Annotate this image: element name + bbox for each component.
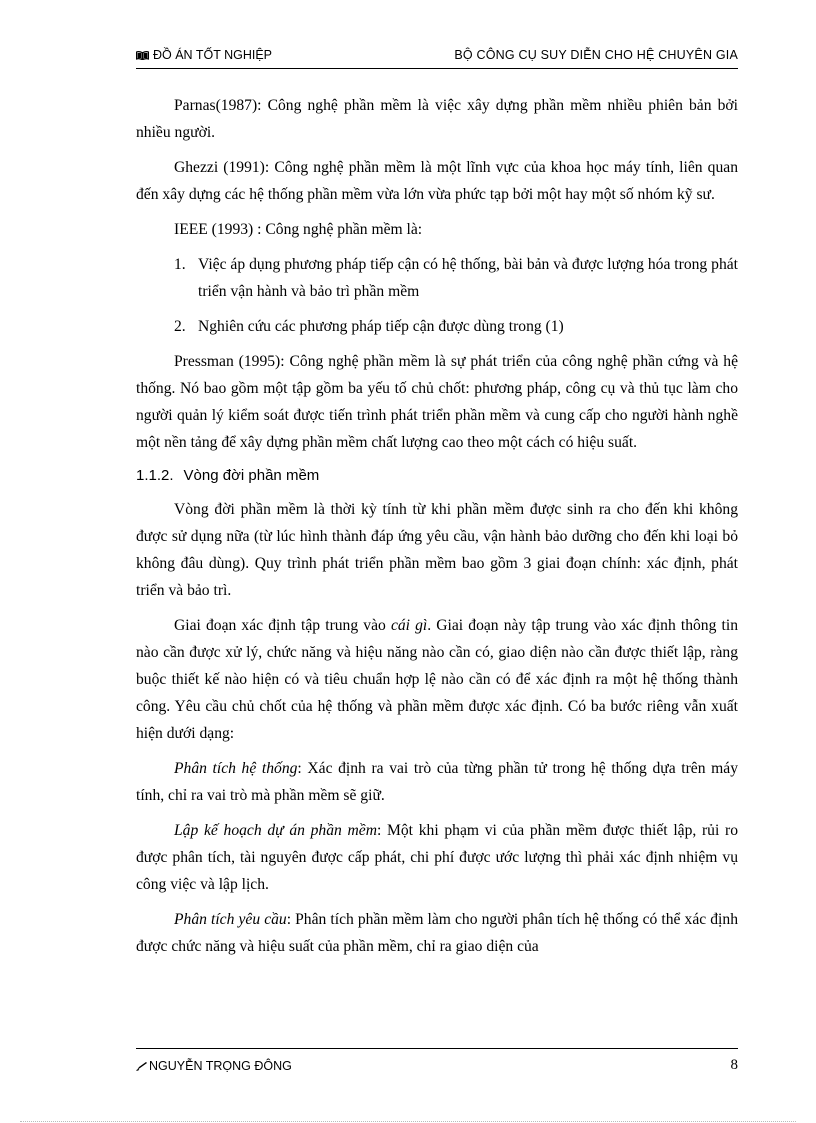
list-item-1 [136,251,738,305]
emphasis-text: cái gì [390,617,428,634]
section-heading [136,464,738,488]
text-run: : Một khi phạm vi của phần mềm được thiết lập, rủi ro được phân tích, tài nguyên được cấp phát, chi phí được ước lượng thì phải xác định nhiệm vụ công việc và lập lịch. [136,822,738,893]
paragraph-parnas: Parnas(1987): Công nghệ phần mềm là việc xây dựng phần mềm nhiều phiên bản bởi nhiều người. [136,97,738,141]
page-footer [136,1048,738,1077]
text-run: : Xác định ra vai trò của từng phần tử trong hệ thống dựa trên máy tính, chỉ ra vai trò mà phần mềm sẽ giữ. [136,760,738,804]
emphasis-term: Phân tích yêu cầu [174,911,287,928]
list-text-2: Nghiên cứu các phương pháp tiếp cận được dùng trong (1) [198,318,564,335]
paragraph-ghezzi: Ghezzi (1991): Công nghệ phần mềm là một lĩnh vực của khoa học máy tính, liên quan đến xây dựng các hệ thống phần mềm vừa lớn vừa phức tạp bởi một hay một số nhóm kỹ sư. [136,159,738,203]
page-number: 8 [730,1057,738,1073]
paragraph-lifecycle: Vòng đời phần mềm là thời kỳ tính từ khi phần mềm được sinh ra cho đến khi không được sử dụng nữa (từ lúc hình thành đáp ứng yêu cầu, vận hành bảo dưỡng cho đến khi loại bỏ không đâu dùng). Quy trình phát triển phần mềm bao gồm 3 giai đoạn chính: xác định, phát triển và bảo trì. [136,501,738,599]
paragraph-project-planning [136,817,738,898]
paragraph-system-analysis [136,755,738,809]
emphasis-term: Phân tích hệ thống [174,760,298,777]
paragraph-requirements-analysis [136,906,738,960]
section-number: 1.1.2. [136,467,174,484]
page-edge-divider [20,1121,796,1122]
header-right-text: BỘ CÔNG CỤ SUY DIỄN CHO HỆ CHUYÊN GIA [454,48,738,62]
page-content [136,92,738,968]
text-run: : Phân tích phần mềm làm cho người phân tích hệ thống có thể xác định được chức năng và hiệu suất của phần mềm, chỉ ra giao diện của [136,911,738,955]
paragraph-ieee: IEEE (1993) : Công nghệ phần mềm là: [174,221,423,238]
book-icon [136,51,149,60]
text-run: . Giai đoạn này tập trung vào xác định thông tin nào cần được xử lý, chức năng và hiệu năng nào cần có, giao diện nào cần được thiết lập, ràng buộc thiết kế nào hiện có và tiêu chuẩn hợp lệ nào cần có để xác định ra một hệ thống thành công. Yêu cầu chủ chốt của hệ thống và phần mềm được xác định. Có ba bước riêng vẫn xuất hiện dưới dạng: [136,617,738,742]
page-header [136,46,738,69]
emphasis-term: Lập kế hoạch dự án phần mềm [174,822,377,839]
list-text-1: Việc áp dụng phương pháp tiếp cận có hệ thống, bài bản và được lượng hóa trong phát triển vận hành và bảo trì phần mềm [198,256,738,300]
pen-icon [136,1061,148,1071]
list-number-1: 1. [174,256,186,273]
text-run: Giai đoạn xác định tập trung vào [174,617,391,634]
paragraph-pressman: Pressman (1995): Công nghệ phần mềm là sự phát triển của công nghệ phần cứng và hệ thống. Nó bao gồm một tập gồm ba yếu tố chủ chốt: phương pháp, công cụ và thủ tục làm cho người quản lý kiểm soát được tiến trình phát triển phần mềm và cung cấp cho người hành nghề một nền tảng để xây dựng phần mềm chất lượng cao theo một cách có hiệu suất. [136,353,738,451]
list-number-2: 2. [174,318,186,335]
list-item-2 [136,313,738,340]
section-title: Vòng đời phần mềm [183,467,320,484]
paragraph-definition-phase [136,612,738,747]
header-left-text: ĐỒ ÁN TỐT NGHIỆP [153,48,273,62]
footer-author-text: NGUYỄN TRỌNG ĐÔNG [149,1059,292,1073]
footer-author [136,1059,292,1073]
header-left [136,48,272,62]
